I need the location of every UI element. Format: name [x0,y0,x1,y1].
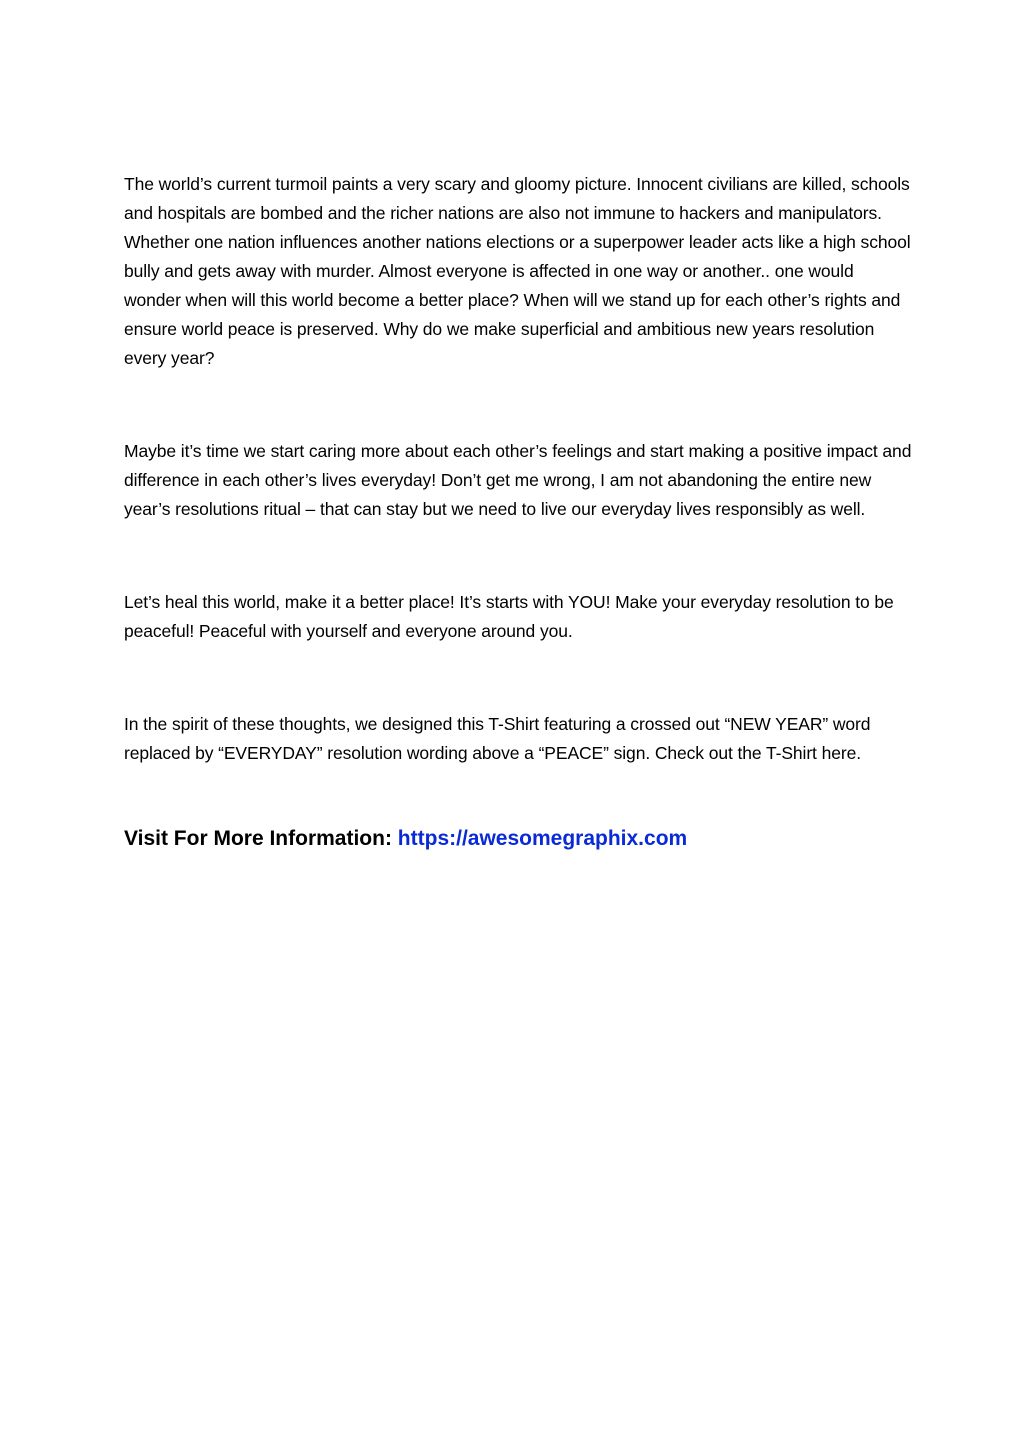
paragraph-world-turmoil: The world’s current turmoil paints a very scary and gloomy picture. Innocent civilians are killed, schools and hospitals are bombed and the richer nations are also not immune to hackers and manipulators. Whether one nation influences another nations elections or a superpower leader acts like a high school bully and gets away with murder. Almost everyone is affected in one way or another.. one would wonder when will this world become a better place? When will we stand up for each other’s rights and ensure world peace is preserved. Why do we make superficial and ambitious new years resolution every year? [124,174,911,368]
visit-label: Visit For More Information: [124,827,398,850]
paragraph-caring-feelings: Maybe it’s time we start caring more about each other’s feelings and start making a positive impact and difference in each other’s lives everyday! Don’t get me wrong, I am not abandoning the entire new year’s resolutions ritual – that can stay but we need to live our everyday lives responsibly as well. [124,441,912,519]
visit-info-line [124,824,914,854]
paragraph-tshirt-design: In the spirit of these thoughts, we designed this T-Shirt featuring a crossed out “NEW YEAR” word replaced by “EVERYDAY” resolution wording above a “PEACE” sign. Check out the T-Shirt here. [124,714,871,763]
paragraph-heal-world: Let’s heal this world, make it a better place! It’s starts with YOU! Make your everyday resolution to be peaceful! Peaceful with yourself and everyone around you. [124,592,894,641]
document-page [124,170,914,854]
website-link[interactable]: https://awesomegraphix.com [397,827,688,850]
